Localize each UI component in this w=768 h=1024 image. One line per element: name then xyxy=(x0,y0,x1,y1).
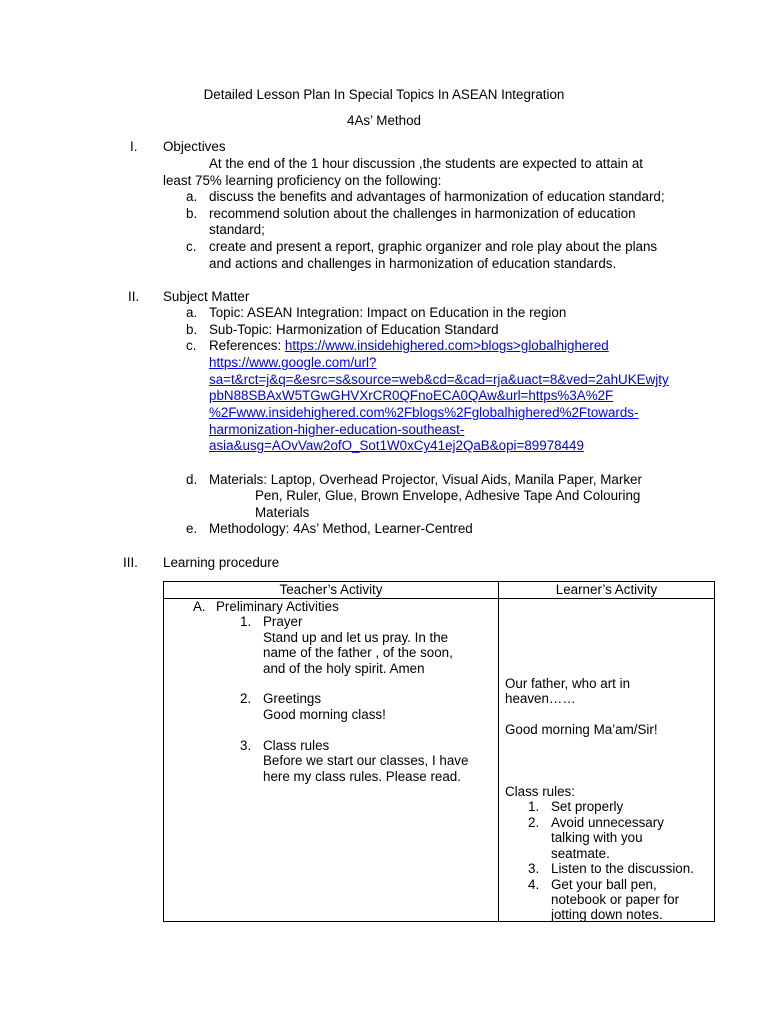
document-title: Detailed Lesson Plan In Special Topics In ASEAN Integration xyxy=(203,87,565,102)
learning-procedure-table xyxy=(163,581,715,922)
materials-line-3: Materials xyxy=(255,505,310,520)
reference-link-google-line[interactable]: https://www.google.com/url? xyxy=(209,355,377,370)
step-title-prayer: Prayer xyxy=(263,614,303,629)
step-title-class-rules: Class rules xyxy=(263,738,330,753)
objective-marker: a. xyxy=(186,189,198,204)
subject-marker: c. xyxy=(186,338,197,353)
objective-b-line-2: standard; xyxy=(209,222,265,237)
step-class-rules-line: Before we start our classes, I have xyxy=(263,753,469,768)
rule-marker: 2. xyxy=(528,815,540,830)
objective-c-line-1: create and present a report, graphic organizer and role play about the plans xyxy=(209,239,658,254)
document-subtitle: 4As’ Method xyxy=(347,113,421,128)
reference-link-google-line[interactable]: %2Fwww.insidehighered.com%2Fblogs%2Fglobalhighered%2Ftowards- xyxy=(209,405,639,420)
references-line xyxy=(209,338,609,355)
section-numeral-subject-matter: II. xyxy=(128,289,140,304)
reference-link-google-line[interactable]: sa=t&rct=j&q=&esrc=s&source=web&cd=&cad=rja&uact=8&ved=2ahUKEwjty xyxy=(209,372,669,387)
rule-marker: 1. xyxy=(528,799,540,814)
reference-link-google-line[interactable]: asia&usg=AOvVaw2ofO_Sot1W0xCy41ej2QaB&opi=89978449 xyxy=(209,438,584,453)
rule-marker: 3. xyxy=(528,861,540,876)
teacher-activity-cell xyxy=(164,599,499,922)
objective-marker: c. xyxy=(186,239,197,254)
reference-link-insidehighered[interactable]: https://www.insidehighered.com>blogs>globalhighered xyxy=(284,338,609,353)
rule-line: talking with you xyxy=(551,830,643,845)
step-marker: 1. xyxy=(240,614,252,629)
section-heading-learning-procedure: Learning procedure xyxy=(163,555,280,570)
rule-line: jotting down notes. xyxy=(551,907,663,922)
objective-b-line-1: recommend solution about the challenges in harmonization of education xyxy=(209,206,636,221)
teacher-section-marker: A. xyxy=(193,599,206,614)
teacher-section-title: Preliminary Activities xyxy=(216,599,339,614)
subject-marker: a. xyxy=(186,305,198,320)
subject-marker: b. xyxy=(186,322,198,337)
section-numeral-learning-procedure: III. xyxy=(123,555,138,570)
step-marker: 2. xyxy=(240,691,252,706)
column-header-teacher: Teacher’s Activity xyxy=(164,582,499,599)
step-class-rules-line: here my class rules. Please read. xyxy=(263,769,461,784)
step-marker: 3. xyxy=(240,738,252,753)
subject-subtopic: Sub-Topic: Harmonization of Education Standard xyxy=(209,322,499,337)
learner-greeting: Good morning Ma’am/Sir! xyxy=(505,722,658,737)
learner-prayer-line: Our father, who art in xyxy=(505,676,631,691)
materials-line-1: Materials: Laptop, Overhead Projector, Visual Aids, Manila Paper, Marker xyxy=(209,472,642,487)
rule-line: seatmate. xyxy=(551,846,610,861)
step-prayer-line: Stand up and let us pray. In the xyxy=(263,630,449,645)
section-numeral-objectives: I. xyxy=(130,139,138,154)
objective-c-line-2: and actions and challenges in harmonization of education standards. xyxy=(209,256,617,271)
rule-line: Listen to the discussion. xyxy=(551,861,694,876)
rule-line: Avoid unnecessary xyxy=(551,815,664,830)
section-heading-objectives: Objectives xyxy=(163,139,226,154)
table-header-row xyxy=(164,582,715,599)
objectives-intro-line-2: least 75% learning proficiency on the following: xyxy=(163,173,442,188)
column-header-learner: Learner’s Activity xyxy=(499,582,715,599)
learner-activity-cell xyxy=(499,599,715,922)
table-row xyxy=(164,599,715,922)
references-label: References: xyxy=(209,338,285,353)
step-title-greetings: Greetings xyxy=(263,691,322,706)
reference-link-google-line[interactable]: harmonization-higher-education-southeast- xyxy=(209,422,465,437)
objective-a-line-1: discuss the benefits and advantages of harmonization of education standard; xyxy=(209,189,665,204)
objectives-intro-line-1: At the end of the 1 hour discussion ,the students are expected to attain at xyxy=(209,156,643,171)
rule-marker: 4. xyxy=(528,877,540,892)
section-heading-subject-matter: Subject Matter xyxy=(163,289,250,304)
rule-line: notebook or paper for xyxy=(551,892,680,907)
learner-rules-heading: Class rules: xyxy=(505,784,575,799)
rule-line: Set properly xyxy=(551,799,624,814)
subject-methodology: Methodology: 4As’ Method, Learner-Centred xyxy=(209,521,473,536)
learner-prayer-line: heaven…… xyxy=(505,691,576,706)
subject-marker: d. xyxy=(186,472,198,487)
objective-marker: b. xyxy=(186,206,198,221)
subject-topic: Topic: ASEAN Integration: Impact on Education in the region xyxy=(209,305,567,320)
materials-line-2: Pen, Ruler, Glue, Brown Envelope, Adhesive Tape And Colouring xyxy=(255,488,641,503)
reference-link-google-line[interactable]: pbN88SBAxW5TGwGHVXrCR0QFnoECA0QAw&url=https%3A%2F xyxy=(209,388,614,403)
step-greetings-line: Good morning class! xyxy=(263,707,386,722)
subject-marker: e. xyxy=(186,521,198,536)
step-prayer-line: name of the father , of the soon, xyxy=(263,645,453,660)
step-prayer-line: and of the holy spirit. Amen xyxy=(263,661,425,676)
rule-line: Get your ball pen, xyxy=(551,877,657,892)
